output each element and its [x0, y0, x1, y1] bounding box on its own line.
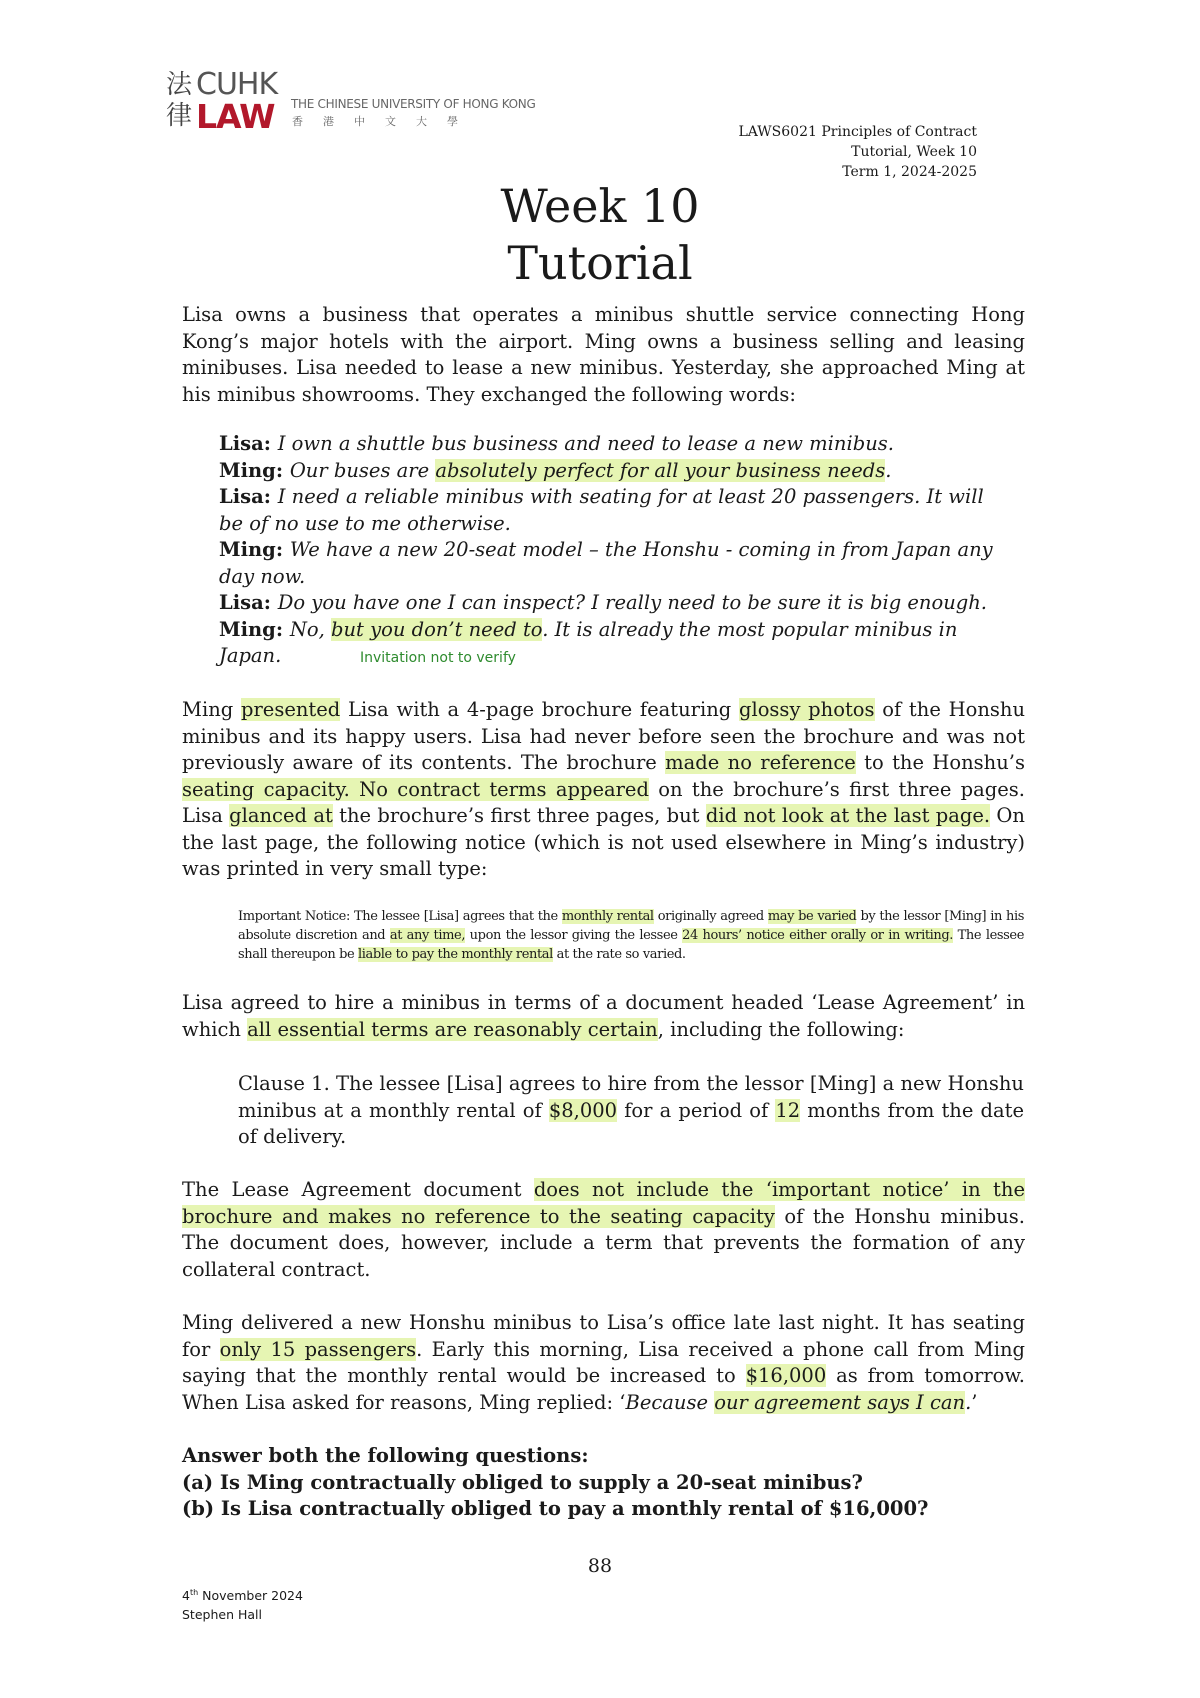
highlight: glanced at — [229, 804, 333, 827]
page-title — [0, 178, 1200, 292]
speaker: Ming — [219, 538, 276, 561]
dialogue-text: Do you have one I can inspect? I really need to be sure it is big enough. — [277, 591, 988, 614]
highlight: 24 hours’ notice either orally or in writing. — [682, 928, 954, 943]
highlight: seating capacity. No contract terms appeared — [182, 777, 649, 801]
dialogue-line: Ming: No, but you don’t need to. It is already the most popular minibus in Japan. — [219, 617, 958, 667]
dialogue-line: Lisa: I own a shuttle bus business and need to lease a new minibus. — [219, 432, 894, 455]
dialogue-text: Our buses are — [289, 458, 436, 482]
page-number: 88 — [587, 1555, 613, 1577]
highlight: may be varied — [767, 909, 857, 924]
highlight: $16,000 — [745, 1364, 827, 1387]
dialogue-line: Ming: Our buses are absolutely perfect for all your business needs. — [219, 458, 892, 482]
footer-date: 4th November 2024 — [182, 1588, 303, 1604]
logo-seal — [166, 70, 194, 132]
logo-law: LAW — [196, 97, 275, 136]
speaker: Ming — [219, 617, 276, 641]
highlight: made no reference — [665, 751, 856, 774]
speaker: Lisa — [219, 432, 264, 455]
questions-heading: Answer both the following questions: — [182, 1444, 589, 1467]
speaker: Lisa — [219, 485, 264, 508]
highlight: liable to pay the monthly rental — [358, 947, 553, 962]
highlight: 12 — [775, 1098, 801, 1122]
highlight: does not include the ‘important notice’ in the brochure and makes no reference to the seating capacity — [182, 1178, 1025, 1228]
dialogue-text: . — [885, 458, 892, 482]
highlight: all essential terms are reasonably certain — [247, 1017, 658, 1041]
logo-seal-top: 法 — [166, 70, 193, 100]
dialogue-text: I need a reliable minibus with seating for at least 20 passengers. It will be of no use to me otherwise. — [219, 485, 984, 535]
dialogue-line: Ming: We have a new 20-seat model – the Honshu - coming in from Japan any day now. — [219, 538, 993, 588]
logo-university-name: THE CHINESE UNIVERSITY OF HONG KONG — [291, 97, 536, 111]
logo-seal-bottom: 律 — [166, 101, 193, 131]
speaker: Lisa — [219, 591, 264, 614]
speaker: Ming — [219, 458, 276, 482]
dialogue — [219, 431, 1009, 670]
title-line-1: Week 10 — [500, 179, 700, 233]
paragraph-lease: Lisa agreed to hire a minibus in terms of a document headed ‘Lease Agreement’ in which all essential terms are reasonably certain, including the following: — [182, 991, 1025, 1041]
course-header — [738, 122, 977, 182]
term-label: Term 1, 2024-2025 — [842, 164, 977, 180]
paragraph-lease-document: The Lease Agreement document does not include the ‘important notice’ in the brochure and makes no reference to the seating capacity of the Honshu minibus. The document does, however, include a term that prevents the formation of any collateral contract. — [182, 1178, 1025, 1281]
course-title: LAWS6021 Principles of Contract — [738, 124, 977, 140]
highlight: glossy photos — [738, 698, 875, 721]
highlight: at any time, — [389, 928, 466, 943]
dialogue-text: No, — [289, 617, 332, 641]
highlight: our agreement says I can — [714, 1390, 966, 1414]
margin-annotation: Invitation not to verify — [360, 650, 516, 666]
paragraph-delivery: Ming delivered a new Honshu minibus to Lisa’s office late last night. It has seating for only 15 passengers. Early this morning, Lisa received a phone call from Ming saying that the monthly rental would be increased to $16,000 as from tomorrow. When Lisa asked for reasons, Ming replied: ‘Because our agreement says I can.’ — [182, 1311, 1025, 1414]
footer-author: Stephen Hall — [182, 1607, 262, 1623]
dialogue-text: . It is already the most popular minibus in Japan. — [219, 617, 958, 667]
highlight: presented — [240, 698, 341, 721]
paragraph-brochure: Ming presented Lisa with a 4-page brochure featuring glossy photos of the Honshu minibus and its happy users. Lisa had never before seen the brochure and was not previously aware of its contents. The brochure made no reference to the Honshu’s seating capacity. No contract terms appeared on the brochure’s first three pages. Lisa glanced at the brochure’s first three pages, but did not look at the last page. On the last page, the following notice (which is not used elsewhere in Ming’s industry) was printed in very small type: — [182, 698, 1025, 880]
title-line-2: Tutorial — [507, 236, 693, 290]
question-b: (b) Is Lisa contractually obliged to pay a monthly rental of $16,000? — [182, 1497, 929, 1520]
highlight: only 15 passengers — [219, 1337, 417, 1361]
highlight: monthly rental — [561, 909, 654, 924]
important-notice: Important Notice: The lessee [Lisa] agrees that the monthly rental originally agreed may be varied by the lessor [Ming] in his absolute discretion and at any time, upon the lessor giving the lessee 24 hours’ notice either orally or in writing. The lessee shall thereupon be liable to pay the monthly rental at the rate so varied. — [238, 909, 1025, 962]
logo-university-name-cn: 香港中文大學 — [292, 115, 478, 128]
tutorial-label: Tutorial, Week 10 — [851, 144, 977, 160]
dialogue-line: Lisa: I need a reliable minibus with seating for at least 20 passengers. It will be of no use to me otherwise. — [219, 485, 984, 535]
dialogue-text: We have a new 20-seat model – the Honshu - coming in from Japan any day now. — [219, 538, 993, 588]
highlight: absolutely perfect for all your business needs — [435, 458, 886, 482]
clause-1: Clause 1. The lessee [Lisa] agrees to hire from the lessor [Ming] a new Honshu minibus at a monthly rental of $8,000 for a period of 12 months from the date of delivery. — [238, 1072, 1024, 1148]
questions — [182, 1443, 1025, 1523]
dialogue-text: I own a shuttle bus business and need to lease a new minibus. — [277, 432, 894, 455]
footer — [182, 1583, 303, 1624]
cuhk-law-logo — [166, 67, 566, 136]
logo-cuhk: CUHK — [196, 67, 278, 102]
highlight: but you don’t need to — [331, 617, 543, 641]
paragraph-intro: Lisa owns a business that operates a minibus shuttle service connecting Hong Kong’s major hotels with the airport. Ming owns a business selling and leasing minibuses. Lisa needed to lease a new minibus. Yesterday, she approached Ming at his minibus showrooms. They exchanged the following words: — [182, 303, 1025, 406]
dialogue-line: Lisa: Do you have one I can inspect? I really need to be sure it is big enough. — [219, 591, 988, 614]
highlight: $8,000 — [548, 1098, 618, 1122]
question-a: (a) Is Ming contractually obliged to supply a 20-seat minibus? — [182, 1470, 863, 1494]
highlight: did not look at the last page. — [705, 804, 991, 827]
